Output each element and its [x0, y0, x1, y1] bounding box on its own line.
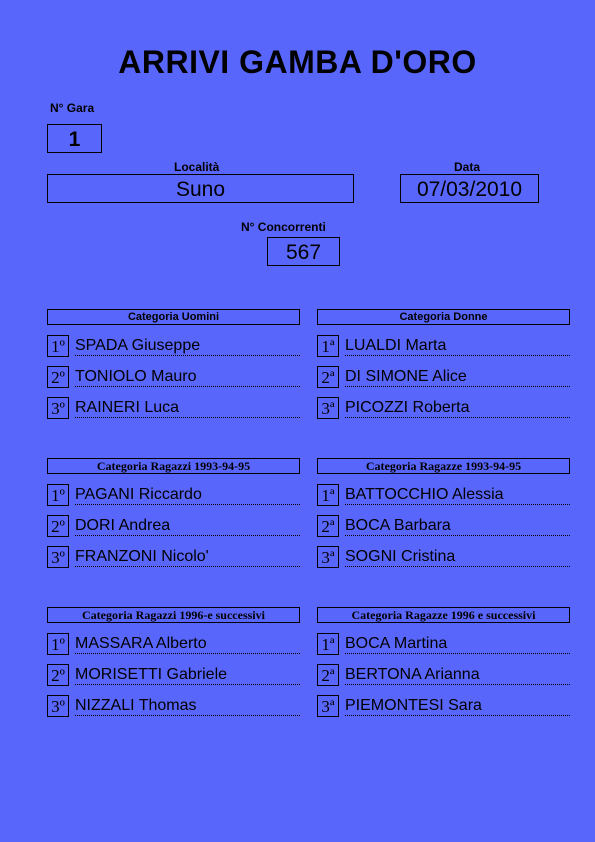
position-badge: 2ª	[317, 664, 339, 686]
position-badge: 2ª	[317, 515, 339, 537]
ranking-row	[317, 633, 570, 655]
ranking-row	[317, 695, 570, 717]
position-badge: 1º	[47, 633, 69, 655]
ranking-row	[317, 546, 570, 568]
athlete-name: DORI Andrea	[75, 515, 300, 536]
gara-label: N° Gara	[50, 101, 95, 115]
concorrenti-value: 567	[267, 237, 340, 266]
ranking-row	[47, 695, 300, 717]
ranking-row	[317, 335, 570, 357]
position-badge: 2º	[47, 664, 69, 686]
athlete-name: DI SIMONE Alice	[345, 366, 570, 387]
ranking-row	[47, 366, 300, 388]
position-badge: 3º	[47, 397, 69, 419]
athlete-name: BERTONA Arianna	[345, 664, 570, 685]
localita-label: Località	[174, 160, 220, 174]
athlete-name: BOCA Martina	[345, 633, 570, 654]
athlete-name: MASSARA Alberto	[75, 633, 300, 654]
category-header-ragazzi-93: Categoria Ragazzi 1993-94-95	[47, 458, 300, 474]
ranking-row	[317, 515, 570, 537]
ranking-row	[317, 664, 570, 686]
athlete-name: BOCA Barbara	[345, 515, 570, 536]
position-badge: 2º	[47, 366, 69, 388]
gara-value: 1	[47, 124, 102, 153]
category-header-ragazze-93: Categoria Ragazze 1993-94-95	[317, 458, 570, 474]
concorrenti-label: N° Concorrenti	[241, 220, 326, 234]
category-header-uomini: Categoria Uomini	[47, 309, 300, 325]
position-badge: 1º	[47, 335, 69, 357]
athlete-name: TONIOLO Mauro	[75, 366, 300, 387]
category-header-ragazze-96: Categoria Ragazze 1996 e successivi	[317, 607, 570, 623]
localita-value: Suno	[47, 174, 354, 203]
data-value: 07/03/2010	[400, 174, 539, 203]
category-header-donne: Categoria Donne	[317, 309, 570, 325]
athlete-name: PICOZZI Roberta	[345, 397, 570, 418]
ranking-row	[47, 546, 300, 568]
position-badge: 2ª	[317, 366, 339, 388]
category-header-ragazzi-96: Categoria Ragazzi 1996-e successivi	[47, 607, 300, 623]
position-badge: 3ª	[317, 546, 339, 568]
athlete-name: SPADA Giuseppe	[75, 335, 300, 356]
athlete-name: SOGNI Cristina	[345, 546, 570, 567]
position-badge: 1ª	[317, 335, 339, 357]
page-title: ARRIVI GAMBA D'ORO	[118, 44, 477, 80]
athlete-name: PAGANI Riccardo	[75, 484, 300, 505]
ranking-row	[317, 397, 570, 419]
athlete-name: RAINERI Luca	[75, 397, 300, 418]
athlete-name: NIZZALI Thomas	[75, 695, 300, 716]
position-badge: 1ª	[317, 484, 339, 506]
athlete-name: MORISETTI Gabriele	[75, 664, 300, 685]
ranking-row	[47, 484, 300, 506]
athlete-name: BATTOCCHIO Alessia	[345, 484, 570, 505]
position-badge: 3ª	[317, 397, 339, 419]
position-badge: 1ª	[317, 633, 339, 655]
ranking-row	[47, 664, 300, 686]
position-badge: 2º	[47, 515, 69, 537]
position-badge: 1º	[47, 484, 69, 506]
ranking-row	[47, 335, 300, 357]
athlete-name: LUALDI Marta	[345, 335, 570, 356]
ranking-row	[317, 484, 570, 506]
position-badge: 3º	[47, 546, 69, 568]
data-label: Data	[454, 160, 481, 174]
ranking-row	[47, 397, 300, 419]
athlete-name: FRANZONI Nicolo'	[75, 546, 300, 567]
ranking-row	[47, 633, 300, 655]
position-badge: 3º	[47, 695, 69, 717]
position-badge: 3ª	[317, 695, 339, 717]
ranking-row	[317, 366, 570, 388]
athlete-name: PIEMONTESI Sara	[345, 695, 570, 716]
ranking-row	[47, 515, 300, 537]
